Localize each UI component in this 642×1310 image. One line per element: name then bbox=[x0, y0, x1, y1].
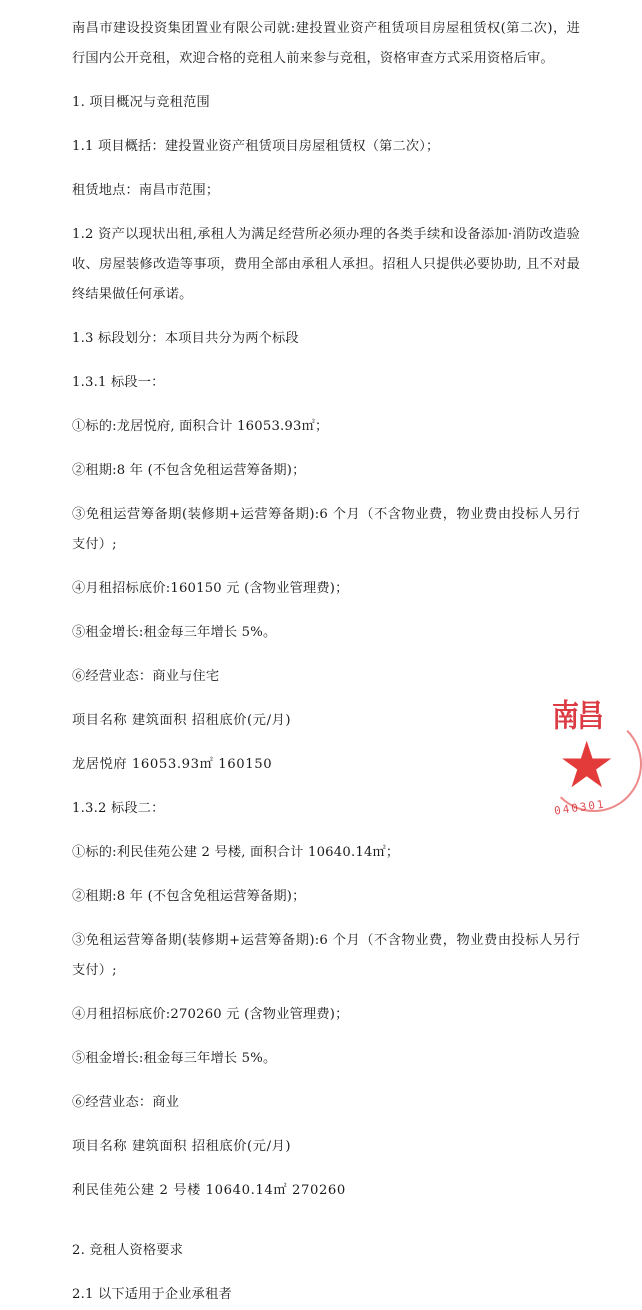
lot1-table-row: 龙居悦府 16053.93㎡ 160150 bbox=[72, 757, 273, 772]
paragraph-2-1: 2.1 以下适用于企业承租者 bbox=[72, 1287, 232, 1302]
seal-text: 南昌 bbox=[552, 699, 602, 735]
lot2-item-target: ①标的:利民佳苑公建 2 号楼, 面积合计 10640.14㎡； bbox=[72, 845, 400, 860]
lot1-item-term: ②租期:8 年 (不包含免租运营筹备期)； bbox=[72, 463, 306, 478]
lot1-table-header: 项目名称 建筑面积 招租底价(元/月) bbox=[72, 713, 292, 728]
paragraph-1-3-2: 1.3.2 标段二： bbox=[72, 801, 165, 816]
paragraph-1-2: 1.2 资产以现状出租,承租人为满足经营所必须办理的各类手续和设备添加·消防改造验收、房屋装修改造等事项，费用全部由承租人承担。招租人只提供必要协助, 且不对最终结果做任何承诺。 bbox=[72, 227, 580, 302]
section-heading-1: 1. 项目概况与竞租范围 bbox=[72, 95, 210, 110]
lot2-table-row: 利民佳苑公建 2 号楼 10640.14㎡ 270260 bbox=[72, 1183, 346, 1198]
seal-code: 040301 bbox=[553, 797, 607, 818]
paragraph-1-3-1: 1.3.1 标段一： bbox=[72, 375, 165, 390]
paragraph-1-1: 1.1 项目概括：建投置业资产租赁项目房屋租赁权（第二次）； bbox=[72, 139, 440, 154]
section-gap bbox=[72, 1206, 580, 1222]
section-heading-2: 2. 竞租人资格要求 bbox=[72, 1243, 184, 1258]
lot1-item-business-type: ⑥经营业态：商业与住宅 bbox=[72, 669, 220, 684]
lot1-item-base-price: ④月租招标底价:160150 元 (含物业管理费)； bbox=[72, 581, 349, 596]
lot2-item-rent-growth: ⑤租金增长:租金每三年增长 5%。 bbox=[72, 1051, 277, 1066]
lot2-item-free-period: ③免租运营筹备期(装修期+运营筹备期):6 个月（不含物业费，物业费由投标人另行支付）; bbox=[72, 933, 580, 978]
paragraph-1-3: 1.3 标段划分：本项目共分为两个标段 bbox=[72, 331, 299, 346]
lot1-item-target: ①标的:龙居悦府, 面积合计 16053.93㎡； bbox=[72, 419, 329, 434]
lot2-item-business-type: ⑥经营业态：商业 bbox=[72, 1095, 180, 1110]
lot2-item-term: ②租期:8 年 (不包含免租运营筹备期)； bbox=[72, 889, 306, 904]
lot2-item-base-price: ④月租招标底价:270260 元 (含物业管理费)； bbox=[72, 1007, 349, 1022]
paragraph-lease-location: 租赁地点：南昌市范围； bbox=[72, 183, 220, 198]
paragraph-intro: 南昌市建设投资集团置业有限公司就:建投置业资产租赁项目房屋租赁权(第二次)，进行国内公开竞租，欢迎合格的竞租人前来参与竞租，资格审查方式采用资格后审。 bbox=[72, 21, 580, 66]
lot2-table-header: 项目名称 建筑面积 招租底价(元/月) bbox=[72, 1139, 292, 1154]
lot1-item-free-period: ③免租运营筹备期(装修期+运营筹备期):6 个月（不含物业费，物业费由投标人另行支付）; bbox=[72, 507, 580, 552]
star-glyph: ★ bbox=[558, 729, 616, 803]
lot1-item-rent-growth: ⑤租金增长:租金每三年增长 5%。 bbox=[72, 625, 277, 640]
